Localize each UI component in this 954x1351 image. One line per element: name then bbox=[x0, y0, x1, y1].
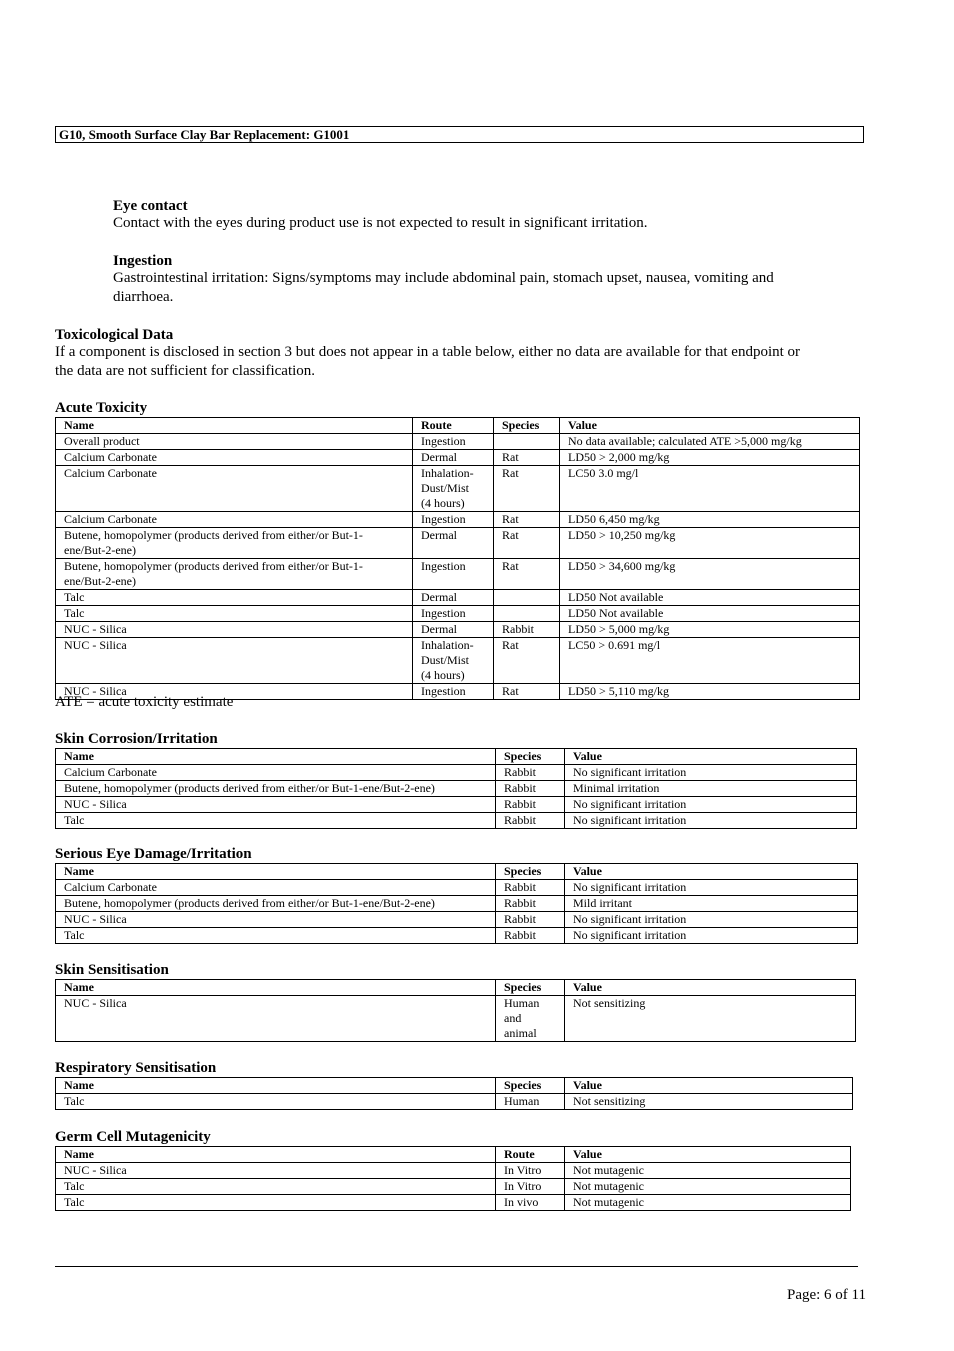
ingestion-text-line2: diarrhoea. bbox=[113, 289, 174, 305]
species-cell: Rabbit bbox=[496, 912, 565, 928]
value-cell: No significant irritation bbox=[565, 912, 858, 928]
table-row bbox=[56, 559, 860, 590]
table-row bbox=[56, 528, 860, 559]
table-row bbox=[56, 434, 860, 450]
route-cell: Ingestion bbox=[413, 684, 494, 700]
species-cell: Rabbit bbox=[496, 797, 565, 813]
species-cell: Rat bbox=[494, 466, 560, 512]
name-cell: NUC - Silica bbox=[56, 912, 496, 928]
value-cell: LD50 > 34,600 mg/kg bbox=[560, 559, 860, 590]
value-cell: No significant irritation bbox=[565, 765, 857, 781]
species-cell bbox=[494, 606, 560, 622]
table-row bbox=[56, 466, 860, 512]
column-header-species: Species bbox=[496, 1078, 565, 1094]
route-cell: In Vitro bbox=[496, 1163, 565, 1179]
table-header-row bbox=[56, 1078, 853, 1094]
table-row bbox=[56, 880, 858, 896]
name-cell: Calcium Carbonate bbox=[56, 450, 413, 466]
eye-damage-table bbox=[55, 863, 858, 944]
table-row bbox=[56, 622, 860, 638]
name-cell: NUC - Silica bbox=[56, 996, 496, 1042]
tox-data-text-line2: the data are not sufficient for classification. bbox=[55, 363, 316, 379]
value-cell: LC50 3.0 mg/l bbox=[560, 466, 860, 512]
species-cell: Rat bbox=[494, 528, 560, 559]
table-row bbox=[56, 912, 858, 928]
route-cell: Dermal bbox=[413, 590, 494, 606]
table-row bbox=[56, 765, 857, 781]
value-cell: No data available; calculated ATE >5,000 mg/kg bbox=[560, 434, 860, 450]
table-header-row bbox=[56, 1147, 851, 1163]
species-cell: Rabbit bbox=[496, 765, 565, 781]
route-cell: Ingestion bbox=[413, 559, 494, 590]
name-cell: Butene, homopolymer (products derived from either/or But-1- ene/But-2-ene) bbox=[56, 559, 413, 590]
value-cell: No significant irritation bbox=[565, 813, 857, 829]
species-cell: Human and animal bbox=[496, 996, 565, 1042]
value-cell: Not mutagenic bbox=[565, 1163, 851, 1179]
footer-divider bbox=[55, 1266, 858, 1267]
table-row bbox=[56, 1179, 851, 1195]
table-row bbox=[56, 813, 857, 829]
name-cell: Talc bbox=[56, 590, 413, 606]
column-header-name: Name bbox=[56, 1078, 496, 1094]
route-cell: Ingestion bbox=[413, 606, 494, 622]
acute-toxicity-title: Acute Toxicity bbox=[55, 400, 148, 416]
ate-note: ATE = acute toxicity estimate bbox=[55, 694, 234, 710]
table-row bbox=[56, 1195, 851, 1211]
skin-sensitisation-title: Skin Sensitisation bbox=[55, 962, 169, 978]
column-header-species: Species bbox=[496, 980, 565, 996]
name-cell: Talc bbox=[56, 606, 413, 622]
species-cell bbox=[494, 590, 560, 606]
value-cell: No significant irritation bbox=[565, 797, 857, 813]
table-row bbox=[56, 512, 860, 528]
route-cell: Ingestion bbox=[413, 434, 494, 450]
table-row bbox=[56, 797, 857, 813]
table-row bbox=[56, 1163, 851, 1179]
route-cell: Dermal bbox=[413, 450, 494, 466]
route-cell: Dermal bbox=[413, 528, 494, 559]
value-cell: Mild irritant bbox=[565, 896, 858, 912]
species-cell: Human bbox=[496, 1094, 565, 1110]
table-row bbox=[56, 1094, 853, 1110]
name-cell: Calcium Carbonate bbox=[56, 466, 413, 512]
value-cell: LC50 > 0.691 mg/l bbox=[560, 638, 860, 684]
table-row bbox=[56, 928, 858, 944]
tox-data-text-line1: If a component is disclosed in section 3 but does not appear in a table below, either no data are available for that endpoint or bbox=[55, 344, 801, 360]
species-cell: Rabbit bbox=[496, 928, 565, 944]
value-cell: Not sensitizing bbox=[565, 1094, 853, 1110]
value-cell: LD50 > 2,000 mg/kg bbox=[560, 450, 860, 466]
column-header-name: Name bbox=[56, 418, 413, 434]
column-header-name: Name bbox=[56, 749, 496, 765]
name-cell: Overall product bbox=[56, 434, 413, 450]
eye-damage-title: Serious Eye Damage/Irritation bbox=[55, 846, 252, 862]
species-cell: Rat bbox=[494, 684, 560, 700]
column-header-name: Name bbox=[56, 1147, 496, 1163]
column-header-value: Value bbox=[565, 1147, 851, 1163]
table-header-row bbox=[56, 418, 860, 434]
name-cell: Talc bbox=[56, 928, 496, 944]
column-header-species: Species bbox=[496, 749, 565, 765]
product-header-box bbox=[55, 126, 864, 143]
acute-toxicity-table bbox=[55, 417, 860, 700]
eye-contact-heading: Eye contact bbox=[113, 198, 188, 214]
column-header-value: Value bbox=[565, 980, 856, 996]
name-cell: NUC - Silica bbox=[56, 622, 413, 638]
value-cell: Not sensitizing bbox=[565, 996, 856, 1042]
column-header-species: Species bbox=[496, 864, 565, 880]
value-cell: No significant irritation bbox=[565, 928, 858, 944]
species-cell: Rat bbox=[494, 638, 560, 684]
species-cell: Rat bbox=[494, 450, 560, 466]
table-header-row bbox=[56, 749, 857, 765]
column-header-name: Name bbox=[56, 864, 496, 880]
table-row bbox=[56, 606, 860, 622]
germ-cell-mutagenicity-table bbox=[55, 1146, 851, 1211]
table-row bbox=[56, 590, 860, 606]
value-cell: Minimal irritation bbox=[565, 781, 857, 797]
value-cell: Not mutagenic bbox=[565, 1179, 851, 1195]
name-cell: Butene, homopolymer (products derived from either/or But-1- ene/But-2-ene) bbox=[56, 528, 413, 559]
respiratory-sensitisation-table bbox=[55, 1077, 853, 1110]
name-cell: Talc bbox=[56, 1094, 496, 1110]
name-cell: NUC - Silica bbox=[56, 684, 413, 700]
table-row bbox=[56, 896, 858, 912]
species-cell: Rat bbox=[494, 512, 560, 528]
species-cell: Rabbit bbox=[494, 622, 560, 638]
page-number: Page: 6 of 11 bbox=[786, 1287, 866, 1303]
species-cell: Rabbit bbox=[496, 880, 565, 896]
value-cell: LD50 Not available bbox=[560, 606, 860, 622]
ingestion-heading: Ingestion bbox=[113, 253, 173, 269]
name-cell: NUC - Silica bbox=[56, 638, 413, 684]
name-cell: NUC - Silica bbox=[56, 797, 496, 813]
skin-sensitisation-table bbox=[55, 979, 856, 1042]
name-cell: Talc bbox=[56, 813, 496, 829]
name-cell: Calcium Carbonate bbox=[56, 880, 496, 896]
table-row bbox=[56, 781, 857, 797]
column-header-species: Species bbox=[494, 418, 560, 434]
value-cell: LD50 > 5,000 mg/kg bbox=[560, 622, 860, 638]
species-cell: Rabbit bbox=[496, 781, 565, 797]
skin-corrosion-title: Skin Corrosion/Irritation bbox=[55, 731, 218, 747]
eye-contact-text: Contact with the eyes during product use is not expected to result in significant irritation. bbox=[113, 215, 648, 231]
name-cell: Calcium Carbonate bbox=[56, 765, 496, 781]
value-cell: LD50 > 10,250 mg/kg bbox=[560, 528, 860, 559]
column-header-value: Value bbox=[565, 864, 858, 880]
product-title: G10, Smooth Surface Clay Bar Replacement: G1001 bbox=[59, 127, 350, 142]
table-header-row bbox=[56, 864, 858, 880]
column-header-route: Route bbox=[413, 418, 494, 434]
column-header-name: Name bbox=[56, 980, 496, 996]
species-cell: Rabbit bbox=[496, 813, 565, 829]
value-cell: LD50 Not available bbox=[560, 590, 860, 606]
ingestion-text-line1: Gastrointestinal irritation: Signs/symptoms may include abdominal pain, stomach upset, nausea, vomiting and bbox=[113, 270, 774, 286]
table-row bbox=[56, 996, 856, 1042]
column-header-value: Value bbox=[565, 1078, 853, 1094]
route-cell: Ingestion bbox=[413, 512, 494, 528]
name-cell: Talc bbox=[56, 1195, 496, 1211]
column-header-value: Value bbox=[565, 749, 857, 765]
name-cell: Calcium Carbonate bbox=[56, 512, 413, 528]
species-cell: Rat bbox=[494, 559, 560, 590]
tox-data-heading: Toxicological Data bbox=[55, 327, 174, 343]
respiratory-sensitisation-title: Respiratory Sensitisation bbox=[55, 1060, 217, 1076]
name-cell: Talc bbox=[56, 1179, 496, 1195]
species-cell bbox=[494, 434, 560, 450]
route-cell: In Vitro bbox=[496, 1179, 565, 1195]
value-cell: Not mutagenic bbox=[565, 1195, 851, 1211]
name-cell: Butene, homopolymer (products derived from either/or But-1-ene/But-2-ene) bbox=[56, 781, 496, 797]
value-cell: LD50 6,450 mg/kg bbox=[560, 512, 860, 528]
value-cell: LD50 > 5,110 mg/kg bbox=[560, 684, 860, 700]
species-cell: Rabbit bbox=[496, 896, 565, 912]
table-row bbox=[56, 638, 860, 684]
route-cell: Dermal bbox=[413, 622, 494, 638]
table-row bbox=[56, 450, 860, 466]
route-cell: In vivo bbox=[496, 1195, 565, 1211]
column-header-value: Value bbox=[560, 418, 860, 434]
route-cell: Inhalation- Dust/Mist (4 hours) bbox=[413, 638, 494, 684]
route-cell: Inhalation- Dust/Mist (4 hours) bbox=[413, 466, 494, 512]
value-cell: No significant irritation bbox=[565, 880, 858, 896]
skin-corrosion-table bbox=[55, 748, 857, 829]
name-cell: NUC - Silica bbox=[56, 1163, 496, 1179]
name-cell: Butene, homopolymer (products derived from either/or But-1-ene/But-2-ene) bbox=[56, 896, 496, 912]
table-header-row bbox=[56, 980, 856, 996]
germ-cell-title: Germ Cell Mutagenicity bbox=[55, 1129, 211, 1145]
column-header-route: Route bbox=[496, 1147, 565, 1163]
